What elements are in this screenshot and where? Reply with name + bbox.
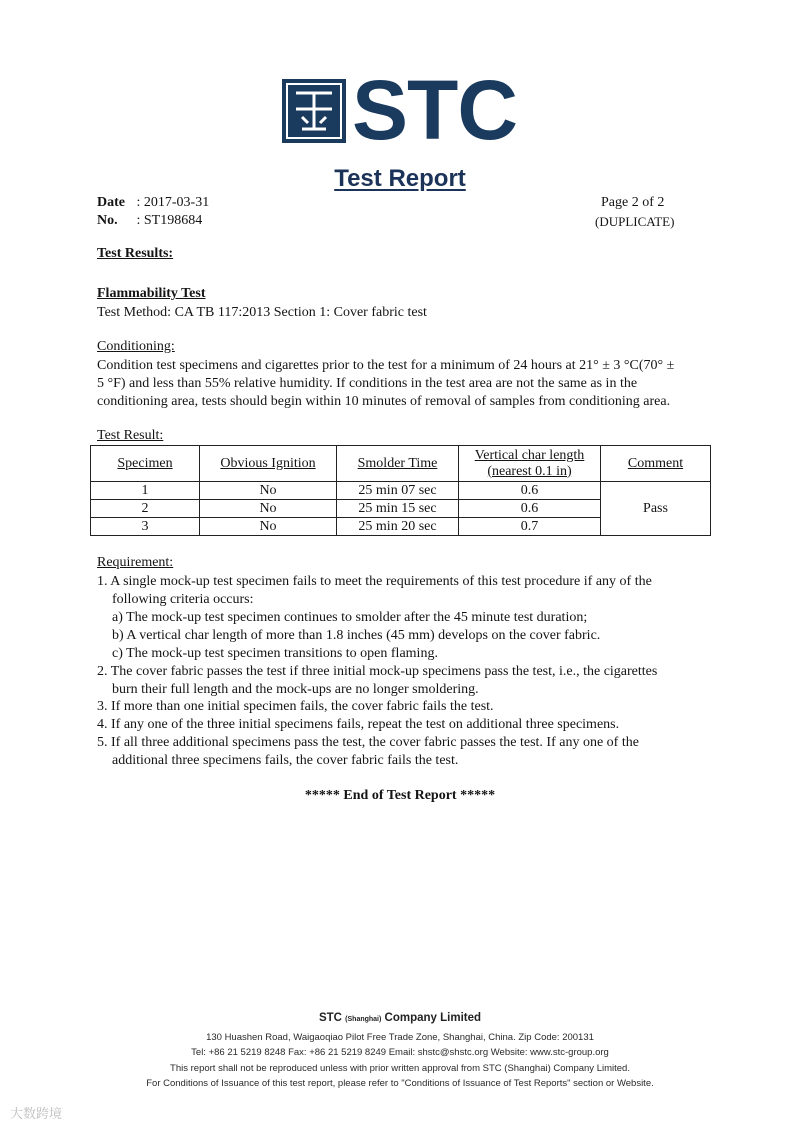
cell-smolder-time: 25 min 20 sec <box>337 518 459 536</box>
conditioning-line: Condition test specimens and cigarettes prior to the test for a minimum of 24 hours at 21° ± 3 °C(70° ± <box>97 358 675 373</box>
footer-address: 130 Huashen Road, Waigaoqiao Pilot Free Trade Zone, Shanghai, China. Zip Code: 200131 <box>206 1032 594 1043</box>
cell-ignition: No <box>200 482 337 500</box>
col-comment: Comment <box>601 446 711 482</box>
test-results-heading: Test Results: <box>97 246 174 261</box>
requirement-item: 1. A single mock-up test specimen fails to meet the requirements of this test procedure if any of the <box>97 574 652 589</box>
report-number-value: : ST198684 <box>136 213 203 228</box>
test-method: Test Method: CA TB 117:2013 Section 1: Cover fabric test <box>97 305 427 320</box>
test-result-heading: Test Result: <box>97 428 164 443</box>
table-row <box>91 482 711 500</box>
cell-smolder-time: 25 min 15 sec <box>337 500 459 518</box>
date-row <box>97 194 209 212</box>
watermark: 大数跨境 <box>10 1107 63 1122</box>
requirement-heading: Requirement: <box>97 555 174 570</box>
cell-char-length: 0.6 <box>459 482 601 500</box>
col-obvious-ignition: Obvious Ignition <box>200 446 337 482</box>
cell-specimen: 1 <box>91 482 200 500</box>
report-title: Test Report <box>334 165 466 192</box>
duplicate-label: (DUPLICATE) <box>595 214 675 229</box>
footer-contact: Tel: +86 21 5219 8248 Fax: +86 21 5219 8249 Email: shstc@shstc.org Website: www.stc-group.org <box>191 1047 609 1058</box>
footer-conditions: For Conditions of Issuance of this test report, please refer to "Conditions of Issuance of Test Reports" section or Website. <box>146 1078 654 1089</box>
requirement-item: b) A vertical char length of more than 1.8 inches (45 mm) develops on the cover fabric. <box>112 628 601 643</box>
cell-smolder-time: 25 min 07 sec <box>337 482 459 500</box>
page-indicator: Page 2 of 2 <box>601 195 665 210</box>
stc-logo-mark <box>282 79 346 143</box>
results-table <box>90 445 711 536</box>
conditioning-line: 5 °F) and less than 55% relative humidity. If conditions in the test area are not the same as in the <box>97 376 638 391</box>
requirement-item: following criteria occurs: <box>112 592 254 607</box>
cell-ignition: No <box>200 500 337 518</box>
end-of-report: ***** End of Test Report ***** <box>304 788 496 803</box>
col-smolder-time: Smolder Time <box>337 446 459 482</box>
requirement-item: c) The mock-up test specimen transitions to open flaming. <box>112 646 438 661</box>
requirement-item: 3. If more than one initial specimen fails, the cover fabric fails the test. <box>97 699 494 714</box>
date-label: Date <box>97 195 125 210</box>
cell-char-length: 0.7 <box>459 518 601 536</box>
stc-logo-wordmark: STC <box>352 63 517 157</box>
col-specimen: Specimen <box>91 446 200 482</box>
conditioning-line: conditioning area, tests should begin within 10 minutes of removal of samples from conditioning area. <box>97 394 671 409</box>
requirement-item: 4. If any one of the three initial specimens fails, repeat the test on additional three specimens. <box>97 717 620 732</box>
cell-specimen: 2 <box>91 500 200 518</box>
date-value: : 2017-03-31 <box>136 195 210 210</box>
stc-logo <box>282 63 522 157</box>
cell-comment: Pass <box>601 482 711 536</box>
conditioning-heading: Conditioning: <box>97 339 175 354</box>
table-header-row <box>91 446 711 482</box>
report-number-row <box>97 212 202 230</box>
requirement-item: a) The mock-up test specimen continues to smolder after the 45 minute test duration; <box>112 610 588 625</box>
requirement-item: additional three specimens fails, the cover fabric fails the test. <box>112 753 459 768</box>
cell-ignition: No <box>200 518 337 536</box>
requirement-item: 2. The cover fabric passes the test if three initial mock-up specimens pass the test, i.e., the cigarettes <box>97 664 658 679</box>
report-number-label: No. <box>97 213 118 228</box>
requirement-item: 5. If all three additional specimens pass the test, the cover fabric passes the test. If any one of the <box>97 735 639 750</box>
requirement-item: burn their full length and the mock-ups are no longer smoldering. <box>112 682 479 697</box>
col-char-length: Vertical char length (nearest 0.1 in) <box>459 446 601 482</box>
cell-char-length: 0.6 <box>459 500 601 518</box>
cell-specimen: 3 <box>91 518 200 536</box>
flammability-heading: Flammability Test <box>97 286 206 301</box>
footer-notice: This report shall not be reproduced unless with prior written approval from STC (Shanghai) Company Limited. <box>170 1063 630 1074</box>
footer-company: STC (Shanghai) Company Limited <box>318 1012 482 1024</box>
